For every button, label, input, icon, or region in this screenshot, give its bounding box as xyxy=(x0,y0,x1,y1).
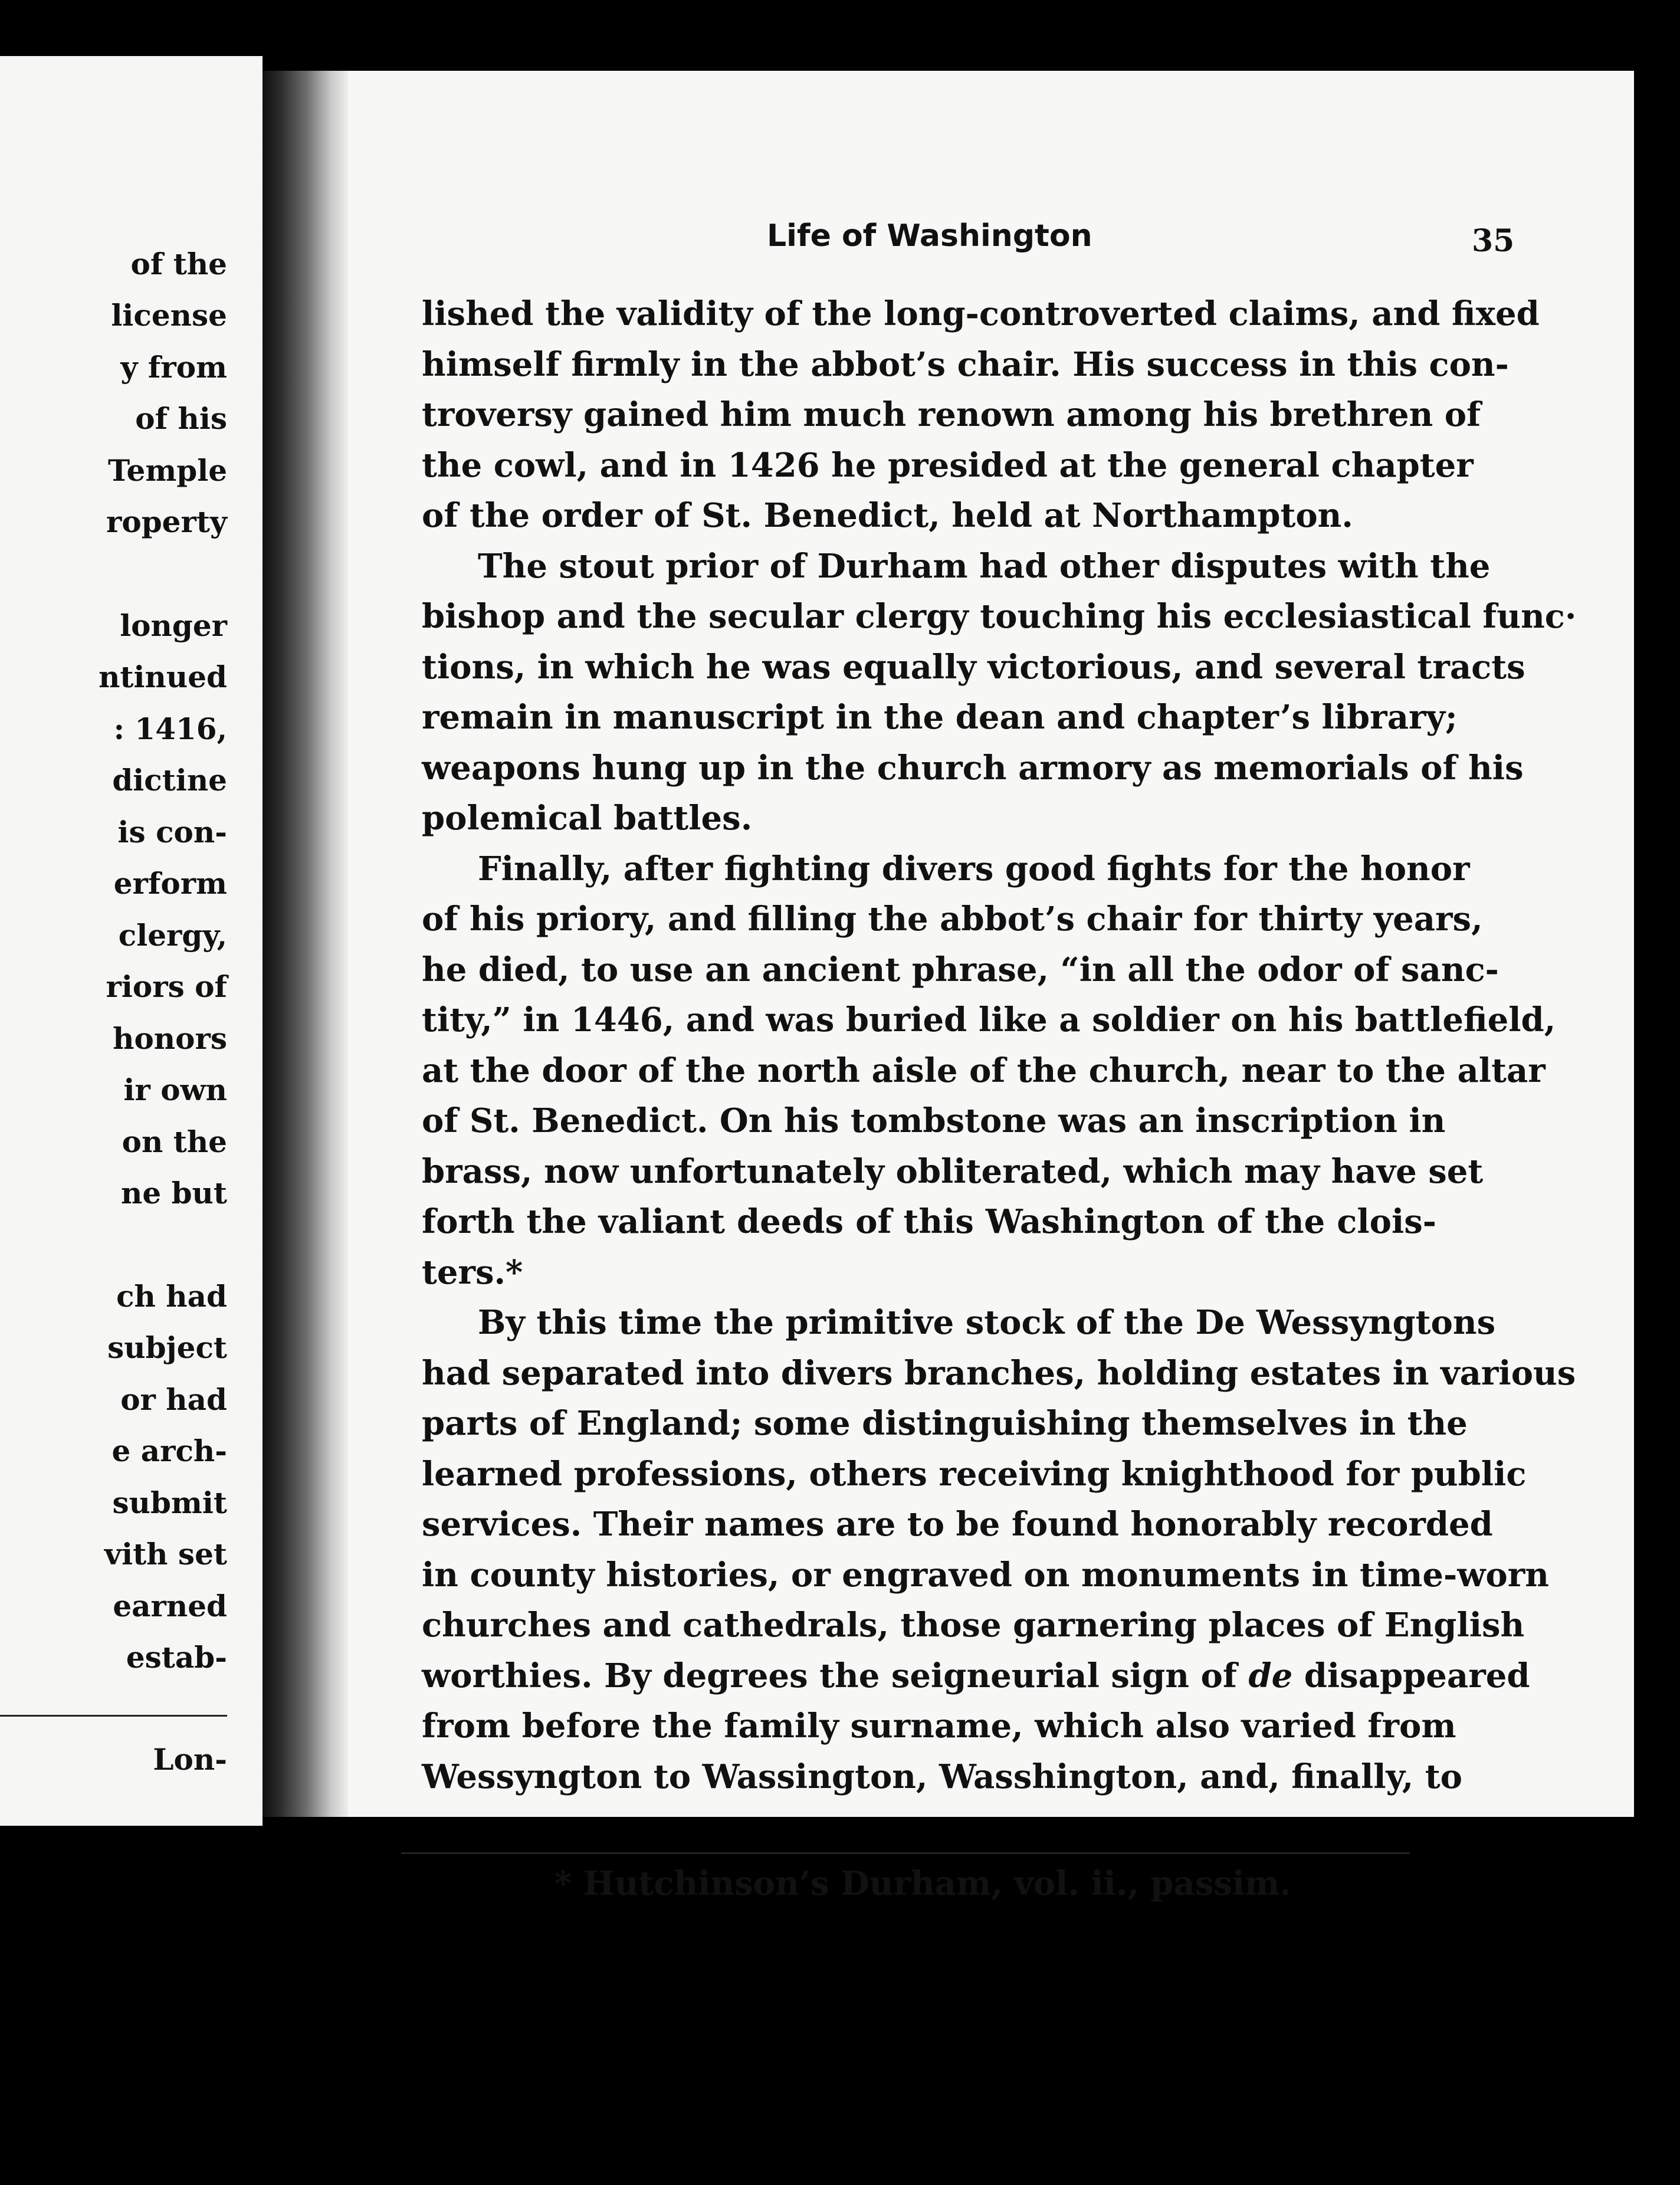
left-page-line: vith set xyxy=(104,1537,227,1572)
book-gutter-shadow xyxy=(262,71,348,1817)
left-page-line: dictine xyxy=(112,763,227,798)
paragraph xyxy=(422,542,1577,844)
text-line: had separated into divers branches, holding estates in various xyxy=(422,1353,1576,1393)
text-line: polemical battles. xyxy=(422,799,753,838)
left-page-line: ntinued xyxy=(99,660,227,694)
text-line: worthies. By degrees the seigneurial sign of de disappeared xyxy=(422,1656,1530,1695)
left-page-line: Temple xyxy=(108,453,227,488)
left-page-line: or had xyxy=(120,1382,227,1417)
left-page-line: license xyxy=(111,298,227,333)
text-line: of St. Benedict. On his tombstone was an inscription in xyxy=(422,1101,1446,1140)
left-page-line: ne but xyxy=(121,1176,227,1210)
text-line: The stout prior of Durham had other disputes with the xyxy=(478,546,1491,586)
text-line: himself firmly in the abbot’s chair. His success in this con- xyxy=(422,345,1509,384)
left-page-line: e arch- xyxy=(111,1433,227,1468)
text-line: ters.* xyxy=(422,1252,523,1292)
paragraph xyxy=(422,1298,1576,1802)
left-page-line: submit xyxy=(112,1485,227,1520)
left-page-line: ch had xyxy=(116,1279,227,1314)
left-page-line: erform xyxy=(113,866,227,901)
text-line: remain in manuscript in the dean and chapter’s library; xyxy=(422,698,1458,737)
text-line: tity,” in 1446, and was buried like a soldier on his battlefield, xyxy=(422,1000,1556,1039)
text-line: forth the valiant deeds of this Washington of the clois- xyxy=(422,1202,1436,1241)
footnote: * Hutchinson’s Durham, vol. ii., passim. xyxy=(554,1864,1291,1903)
left-page-line: : 1416, xyxy=(113,711,227,746)
left-page-line: ir own xyxy=(123,1072,227,1107)
text-line: learned professions, others receiving knighthood for public xyxy=(422,1454,1527,1494)
body-text xyxy=(422,289,1577,1802)
text-line: at the door of the north aisle of the church, near to the altar xyxy=(422,1051,1546,1090)
text-line: lished the validity of the long-controverted claims, and fixed xyxy=(422,294,1540,333)
text-line: the cowl, and in 1426 he presided at the general chapter xyxy=(422,445,1474,485)
text-line: of his priory, and filling the abbot’s chair for thirty years, xyxy=(422,900,1483,939)
left-page-line: honors xyxy=(113,1021,227,1056)
paragraph xyxy=(422,289,1540,542)
left-page-line: earned xyxy=(113,1589,227,1623)
text-line: from before the family surname, which also varied from xyxy=(422,1707,1456,1746)
right-page xyxy=(348,71,1634,1903)
left-page-line: y from xyxy=(120,350,227,385)
left-page-line: is con- xyxy=(117,815,227,849)
paragraph xyxy=(422,844,1556,1298)
text-line: troversy gained him much renown among his brethren of xyxy=(422,395,1481,434)
left-page-fragment xyxy=(0,56,262,1826)
left-page-line: riors of xyxy=(106,969,227,1004)
text-line: in county histories, or engraved on monuments in time-worn xyxy=(422,1555,1549,1595)
left-page-line: roperty xyxy=(106,504,227,539)
text-line: weapons hung up in the church armory as memorials of his xyxy=(422,748,1524,788)
left-page-line: subject xyxy=(107,1330,227,1365)
text-line: bishop and the secular clergy touching his ecclesiastical func· xyxy=(422,597,1577,636)
text-line: Wessyngton to Wassington, Wasshington, and, finally, to xyxy=(422,1757,1462,1796)
text-line: of the order of St. Benedict, held at Northampton. xyxy=(422,496,1353,535)
footnote-rule xyxy=(401,1852,1410,1854)
left-footnote-rule xyxy=(0,1715,227,1717)
page-number: 35 xyxy=(1472,223,1515,259)
left-page-line: longer xyxy=(120,608,227,643)
left-page-line: clergy, xyxy=(118,918,227,953)
left-page-line: Lon- xyxy=(153,1742,227,1777)
running-head-title: Life of Washington xyxy=(767,218,1092,254)
text-line: tions, in which he was equally victorious, and several tracts xyxy=(422,647,1525,687)
text-line: By this time the primitive stock of the De Wessyngtons xyxy=(478,1303,1496,1342)
text-line: parts of England; some distinguishing themselves in the xyxy=(422,1404,1468,1443)
text-line: services. Their names are to be found honorably recorded xyxy=(422,1505,1493,1544)
text-line: brass, now unfortunately obliterated, which may have set xyxy=(422,1151,1484,1191)
left-page-line: of his xyxy=(135,401,227,436)
text-line: he died, to use an ancient phrase, “in all the odor of sanc- xyxy=(422,950,1499,989)
left-page-line: estab- xyxy=(126,1640,227,1675)
text-line: Finally, after fighting divers good fights for the honor xyxy=(478,849,1470,888)
left-page-line: on the xyxy=(122,1124,227,1159)
left-page-line: of the xyxy=(130,247,227,281)
text-line: churches and cathedrals, those garnering places of English xyxy=(422,1606,1525,1645)
